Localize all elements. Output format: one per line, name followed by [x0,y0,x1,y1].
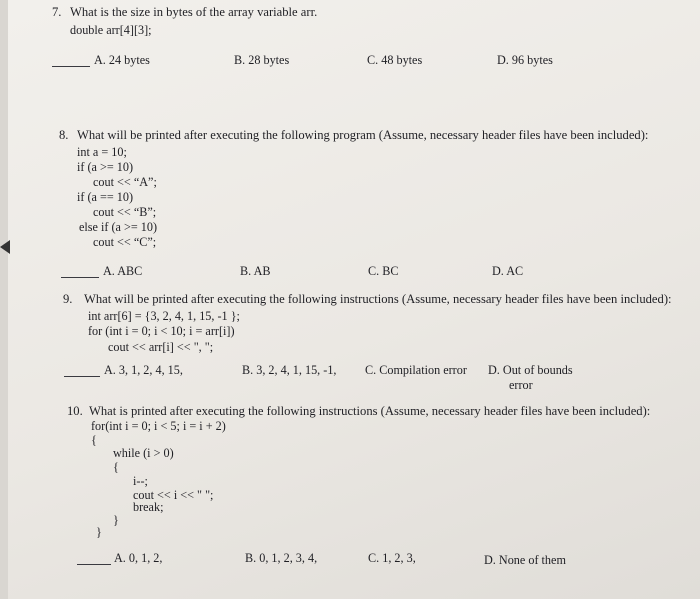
option-b: B. AB [240,264,271,278]
code-line: cout << “A”; [93,175,157,189]
option-b: B. 28 bytes [234,53,290,67]
code-line: break; [133,500,164,514]
option-a: A. 0, 1, 2, [114,551,163,565]
option-d-continued: error [509,378,533,392]
question-number: 8. [59,128,69,142]
code-line: i--; [133,474,148,488]
option-a: A. 3, 1, 2, 4, 15, [104,363,183,377]
code-line: cout << arr[i] << ", "; [108,340,214,354]
code-line: else if (a >= 10) [79,220,158,234]
option-b: B. 0, 1, 2, 3, 4, [245,551,318,565]
option-c: C. Compilation error [365,363,467,377]
option-d: D. AC [492,264,524,278]
question-text: What will be printed after executing the following program (Assume, necessary header files have been included): [77,128,649,142]
answer-blank [77,564,111,565]
code-line: cout << “B”; [93,205,157,219]
code-line: } [96,525,102,539]
code-line: while (i > 0) [113,446,174,460]
question-text: What is printed after executing the following instructions (Assume, necessary header files have been included): [89,404,651,418]
arrow-icon [0,240,10,254]
code-line: if (a == 10) [77,190,134,204]
option-d: D. None of them [484,553,566,567]
left-margin [0,0,8,599]
option-d: D. Out of bounds [488,363,573,377]
code-line: { [113,460,119,474]
answer-blank [61,277,99,278]
question-text: What is the size in bytes of the array variable arr. [70,5,318,19]
option-c: C. 1, 2, 3, [368,551,416,565]
option-a: A. 24 bytes [94,53,150,67]
option-b: B. 3, 2, 4, 1, 15, -1, [242,363,337,377]
option-c: C. 48 bytes [367,53,423,67]
code-line: if (a >= 10) [77,160,134,174]
question-number: 7. [52,5,62,19]
answer-blank [52,66,90,67]
code-line: double arr[4][3]; [70,23,152,37]
code-line: cout << “C”; [93,235,157,249]
code-line: for (int i = 0; i < 10; i = arr[i]) [88,324,235,338]
option-a: A. ABC [103,264,143,278]
code-line: int arr[6] = {3, 2, 4, 1, 15, -1 }; [88,309,240,323]
code-line: cout << i << " "; [133,488,214,502]
question-number: 9. [63,292,73,306]
option-d: D. 96 bytes [497,53,553,67]
option-c: C. BC [368,264,399,278]
code-line: int a = 10; [77,145,127,159]
code-line: { [91,433,97,447]
code-line: } [113,513,119,527]
question-number: 10. [67,404,83,418]
answer-blank [64,376,100,377]
question-text: What will be printed after executing the following instructions (Assume, necessary header files have been included): [84,292,672,306]
code-line: for(int i = 0; i < 5; i = i + 2) [91,419,226,433]
